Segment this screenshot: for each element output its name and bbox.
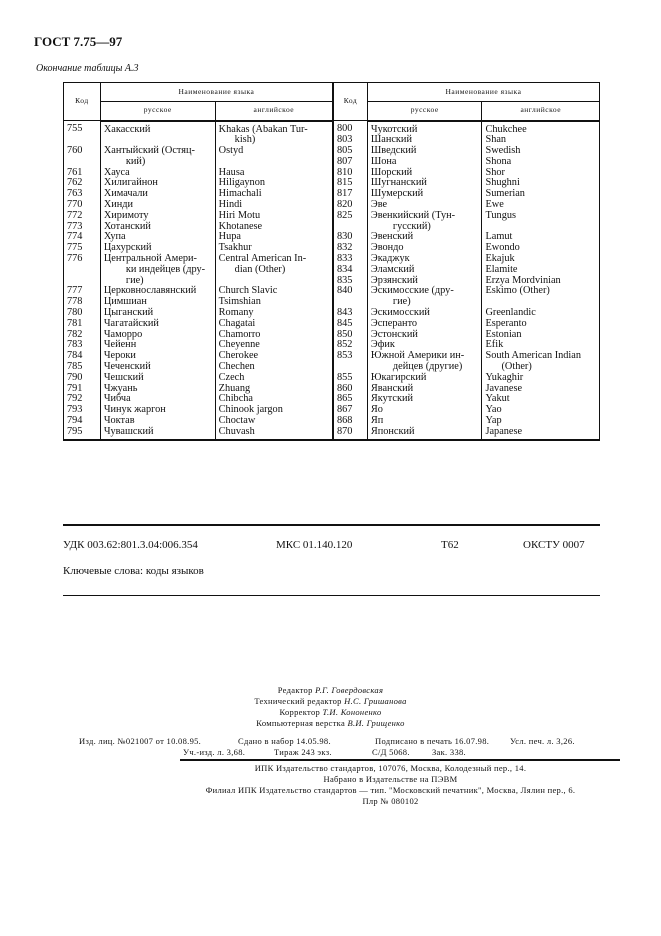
- en-name-cell: [215, 373, 332, 384]
- cell-line: кий): [125, 155, 146, 167]
- mks: МКС 01.140.120: [276, 539, 353, 551]
- code-cell: 817: [334, 189, 368, 200]
- cell-line: Chukchee: [485, 123, 527, 135]
- code-cell: 852: [334, 340, 368, 351]
- code-cell: 825: [334, 211, 368, 233]
- cell-line: Lamut: [485, 231, 513, 243]
- code-cell: 834: [334, 265, 368, 276]
- language-table-right: [333, 82, 600, 441]
- cell-line: Zhuang: [218, 382, 251, 394]
- publisher-line: Плр № 080102: [362, 796, 419, 806]
- cell-line: Sumerian: [485, 188, 525, 200]
- credit-name: Р.Г. Говердовская: [315, 685, 384, 695]
- credit-name: Т.И. Кононенко: [322, 707, 382, 717]
- credit-name: Н.С. Гришанова: [344, 696, 407, 706]
- publisher: [60, 763, 661, 807]
- code-cell: 850: [334, 330, 368, 341]
- cell-line: Чинук жаргон: [103, 404, 166, 416]
- imprint-license: Изд. лиц. №021007 от 10.08.95.: [79, 736, 202, 746]
- cell-line: Chagatai: [218, 317, 256, 329]
- cell-line: Javanese: [485, 382, 523, 394]
- cell-line: Эсперанто: [370, 317, 418, 329]
- divider: [63, 524, 600, 526]
- header-code: Код: [64, 83, 101, 121]
- code-cell: 870: [334, 427, 368, 440]
- code-cell: 760: [64, 146, 101, 168]
- publisher-line: Набрано в Издательстве на ПЭВМ: [323, 774, 458, 784]
- code-cell: 820: [334, 200, 368, 211]
- cell-line: Khakas (Abakan Tur-: [218, 123, 308, 135]
- cell-line: Эскимосские (дру-: [370, 285, 454, 297]
- code-cell: 782: [64, 330, 101, 341]
- cell-line: Hupa: [218, 231, 241, 243]
- table-row: [64, 146, 333, 168]
- cell-line: Ewe: [485, 199, 504, 211]
- code-cell: 775: [64, 243, 101, 254]
- code-cell: 774: [64, 232, 101, 243]
- cell-line: Estonian: [485, 328, 522, 340]
- cell-line: Chechen: [218, 361, 255, 373]
- cell-line: Church Slavic: [218, 285, 278, 297]
- table-row: [334, 211, 600, 233]
- cell-line: Якутский: [370, 393, 413, 405]
- code-cell: 772: [64, 211, 101, 222]
- ru-name-cell: [367, 121, 482, 136]
- cell-line: Erzya Mordvinian: [485, 274, 561, 286]
- credit-role: Компьютерная верстка: [256, 718, 346, 728]
- cell-line: Цыганский: [103, 307, 154, 319]
- cell-line: Чибча: [103, 393, 131, 405]
- ru-name-cell: [367, 211, 482, 233]
- cell-line: Чаморро: [103, 328, 143, 340]
- cell-line: Яо: [370, 404, 383, 416]
- code-cell: 755: [64, 121, 101, 147]
- credit-role: Редактор: [277, 685, 313, 695]
- cell-line: Yukaghir: [485, 371, 524, 383]
- cell-line: South American Indian: [485, 350, 581, 362]
- cell-line: гие): [125, 274, 144, 286]
- cell-line: kish): [234, 134, 256, 146]
- cell-line: Chuvash: [218, 425, 255, 437]
- table-row: [64, 254, 333, 286]
- cell-line: Romany: [218, 307, 254, 319]
- cell-line: Japanese: [485, 425, 523, 437]
- cell-line: Elamite: [485, 263, 518, 275]
- cell-line: Чероки: [103, 350, 136, 362]
- cell-line: Хупа: [103, 231, 126, 243]
- cell-line: Эстонский: [370, 328, 418, 340]
- cell-line: Шумерский: [370, 188, 424, 200]
- header-en: английское: [215, 102, 332, 121]
- cell-line: Shughni: [485, 177, 520, 189]
- cell-line: Хиримоту: [103, 209, 149, 221]
- cell-line: dian (Other): [234, 263, 286, 275]
- code-cell: 770: [64, 200, 101, 211]
- code-cell: 763: [64, 189, 101, 200]
- header-code: Код: [334, 83, 368, 121]
- cell-line: Cherokee: [218, 350, 259, 362]
- cell-line: Эламский: [370, 263, 415, 275]
- table-row: [334, 351, 600, 373]
- cell-line: Ekajuk: [485, 253, 515, 265]
- cell-line: Tsakhur: [218, 242, 252, 254]
- cell-line: Hiligaynon: [218, 177, 266, 189]
- en-name-cell: [482, 121, 600, 136]
- cell-line: Хотанский: [103, 220, 151, 232]
- cell-line: Yao: [485, 404, 502, 416]
- cell-line: Юкагирский: [370, 371, 427, 383]
- code-cell: 810: [334, 168, 368, 179]
- code-cell: 805: [334, 146, 368, 157]
- cell-line: Хакасский: [103, 123, 151, 135]
- cell-line: Церковнославянский: [103, 285, 197, 297]
- keywords: Ключевые слова: коды языков: [63, 565, 204, 577]
- en-name-cell: [215, 146, 332, 168]
- cell-line: Шведский: [370, 145, 417, 157]
- code-cell: 778: [64, 297, 101, 308]
- code-cell: 845: [334, 319, 368, 330]
- ru-name-cell: [367, 286, 482, 308]
- cell-line: Эве: [370, 199, 388, 211]
- code-cell: 781: [64, 319, 101, 330]
- code-cell: 800: [334, 121, 368, 136]
- ru-name-cell: [100, 146, 215, 168]
- code-cell: 793: [64, 405, 101, 416]
- cell-line: Яп: [370, 415, 384, 427]
- header-en: английское: [482, 102, 600, 121]
- code-cell: 791: [64, 384, 101, 395]
- cell-line: Хауса: [103, 166, 130, 178]
- divider: [63, 595, 600, 596]
- divider: [180, 759, 620, 761]
- cell-line: Хантыйский (Остяц-: [103, 145, 195, 157]
- code-cell: 777: [64, 286, 101, 297]
- code-cell: 803: [334, 135, 368, 146]
- code-cell: 784: [64, 351, 101, 362]
- code-cell: 790: [64, 373, 101, 384]
- table-caption: Окончание таблицы А.3: [36, 63, 139, 74]
- cell-line: Чешский: [103, 371, 144, 383]
- cell-line: Ostyd: [218, 145, 244, 157]
- cell-line: Esperanto: [485, 317, 527, 329]
- table-row: [334, 373, 600, 384]
- table-row: [334, 286, 600, 308]
- table-row: [64, 373, 333, 384]
- cell-line: Цимшиан: [103, 296, 147, 308]
- header-name: Наименование языка: [100, 83, 332, 102]
- code-cell: 815: [334, 178, 368, 189]
- ru-name-cell: [100, 254, 215, 286]
- cell-line: Hindi: [218, 199, 243, 211]
- code-cell: 860: [334, 384, 368, 395]
- publisher-line: Филиал ИПК Издательство стандартов — тип. "Московский печатник", Москва, Лялин пер., 6.: [205, 785, 576, 795]
- code-cell: 807: [334, 157, 368, 168]
- cell-line: Hausa: [218, 166, 245, 178]
- header-ru: русское: [100, 102, 215, 121]
- ru-name-cell: [100, 427, 215, 440]
- cell-line: Eskimo (Other): [485, 285, 550, 297]
- ru-name-cell: [367, 394, 482, 405]
- cell-line: Khotanese: [218, 220, 263, 232]
- cell-line: Хинди: [103, 199, 134, 211]
- ru-name-cell: [100, 373, 215, 384]
- table-row: [334, 427, 600, 440]
- imprint-print-sheets: Усл. печ. л. 3,26.: [510, 736, 575, 746]
- cell-line: Efik: [485, 339, 504, 351]
- code-cell: 832: [334, 243, 368, 254]
- en-name-cell: [482, 286, 600, 308]
- code-cell: 835: [334, 276, 368, 287]
- cell-line: гие): [392, 296, 411, 308]
- imprint-pub-sheets: Уч.-изд. л. 3,68.: [183, 747, 246, 757]
- code-cell: 840: [334, 286, 368, 308]
- code-cell: 853: [334, 351, 368, 373]
- cell-line: Chibcha: [218, 393, 253, 405]
- cell-line: Czech: [218, 371, 245, 383]
- cell-line: Cheyenne: [218, 339, 260, 351]
- ru-name-cell: [100, 121, 215, 147]
- header-ru: русское: [367, 102, 482, 121]
- code-cell: 843: [334, 308, 368, 319]
- en-name-cell: [482, 211, 600, 233]
- code-cell: 785: [64, 362, 101, 373]
- code-cell: 776: [64, 254, 101, 286]
- cell-line: Яванский: [370, 382, 414, 394]
- table-row: [64, 427, 333, 440]
- table-row: [334, 121, 600, 136]
- cell-line: Чагатайский: [103, 317, 159, 329]
- code-cell: 773: [64, 222, 101, 233]
- code-cell: 761: [64, 168, 101, 179]
- imprint-submitted: Сдано в набор 14.05.98.: [238, 736, 331, 746]
- code-cell: 833: [334, 254, 368, 265]
- cell-line: ки индейцев (дру-: [125, 263, 206, 275]
- code-cell: 783: [64, 340, 101, 351]
- cell-line: Yakut: [485, 393, 510, 405]
- publisher-line: ИПК Издательство стандартов, 107076, Москва, Колодезный пер., 14.: [254, 763, 527, 773]
- code-cell: 865: [334, 394, 368, 405]
- language-table-left: [63, 82, 333, 441]
- t-code: Т62: [441, 539, 459, 551]
- cell-line: Shona: [485, 155, 512, 167]
- cell-line: Ewondo: [485, 242, 520, 254]
- en-name-cell: [482, 373, 600, 384]
- cell-line: гусский): [392, 220, 431, 232]
- ru-name-cell: [367, 351, 482, 373]
- imprint-sd: С/Д 5068.: [372, 747, 410, 757]
- cell-line: Shan: [485, 134, 507, 146]
- imprint-order: Зак. 338.: [432, 747, 466, 757]
- cell-line: Tsimshian: [218, 296, 261, 308]
- cell-line: Хилигайнон: [103, 177, 158, 189]
- code-cell: 762: [64, 178, 101, 189]
- cell-line: Himachali: [218, 188, 262, 200]
- cell-line: Центральной Амери-: [103, 253, 197, 265]
- cell-line: Эфик: [370, 339, 395, 351]
- cell-line: Эрзянский: [370, 274, 418, 286]
- en-name-cell: [215, 254, 332, 286]
- code-cell: 867: [334, 405, 368, 416]
- cell-line: Чоктав: [103, 415, 135, 427]
- table-row: [64, 121, 333, 147]
- cell-line: Hiri Motu: [218, 209, 261, 221]
- cell-line: Чжуань: [103, 382, 138, 394]
- credit-role: Корректор: [279, 707, 321, 717]
- cell-line: Чукотский: [370, 123, 418, 135]
- en-name-cell: [482, 351, 600, 373]
- credit-name: В.И. Грищенко: [347, 718, 405, 728]
- cell-line: Чувашский: [103, 425, 154, 437]
- cell-line: Greenlandic: [485, 307, 536, 319]
- imprint-signed: Подписано в печать 16.07.98.: [375, 736, 490, 746]
- cell-line: Шанский: [370, 134, 412, 146]
- udk: УДК 003.62:801.3.04:006.354: [63, 539, 198, 551]
- code-cell: 830: [334, 232, 368, 243]
- cell-line: Chamorro: [218, 328, 261, 340]
- imprint-circulation: Тираж 243 экз.: [274, 747, 332, 757]
- code-cell: 855: [334, 373, 368, 384]
- cell-line: (Other): [501, 361, 532, 373]
- cell-line: Choctaw: [218, 415, 256, 427]
- cell-line: Чейенн: [103, 339, 137, 351]
- en-name-cell: [482, 427, 600, 440]
- cell-line: Шугнанский: [370, 177, 427, 189]
- en-name-cell: [215, 427, 332, 440]
- cell-line: Шорский: [370, 166, 413, 178]
- cell-line: Tungus: [485, 209, 517, 221]
- cell-line: Японский: [370, 425, 415, 437]
- header-name: Наименование языка: [367, 83, 599, 102]
- ru-name-cell: [367, 373, 482, 384]
- cell-line: Чеченский: [103, 361, 151, 373]
- cell-line: Yap: [485, 415, 502, 427]
- cell-line: Swedish: [485, 145, 521, 157]
- cell-line: Эвенский: [370, 231, 414, 243]
- cell-line: Эвондо: [370, 242, 404, 254]
- en-name-cell: [215, 121, 332, 147]
- credit-role: Технический редактор: [254, 696, 342, 706]
- okstu: ОКСТУ 0007: [523, 539, 585, 551]
- cell-line: Chinook jargon: [218, 404, 283, 416]
- cell-line: Эскимосский: [370, 307, 430, 319]
- cell-line: Central American In-: [218, 253, 307, 265]
- code-cell: 780: [64, 308, 101, 319]
- document-title: ГОСТ 7.75—97: [34, 34, 123, 49]
- credits: [0, 685, 661, 729]
- ru-name-cell: [367, 427, 482, 440]
- cell-line: Южной Америки ин-: [370, 350, 465, 362]
- code-cell: 794: [64, 416, 101, 427]
- code-cell: 795: [64, 427, 101, 440]
- cell-line: Shor: [485, 166, 505, 178]
- cell-line: дейцев (другие): [392, 361, 463, 373]
- cell-line: Химачали: [103, 188, 148, 200]
- ru-name-cell: [367, 405, 482, 416]
- code-cell: 792: [64, 394, 101, 405]
- cell-line: Эвенкийский (Тун-: [370, 209, 456, 221]
- cell-line: Шона: [370, 155, 397, 167]
- cell-line: Экаджук: [370, 253, 410, 265]
- code-cell: 868: [334, 416, 368, 427]
- cell-line: Цахурский: [103, 242, 152, 254]
